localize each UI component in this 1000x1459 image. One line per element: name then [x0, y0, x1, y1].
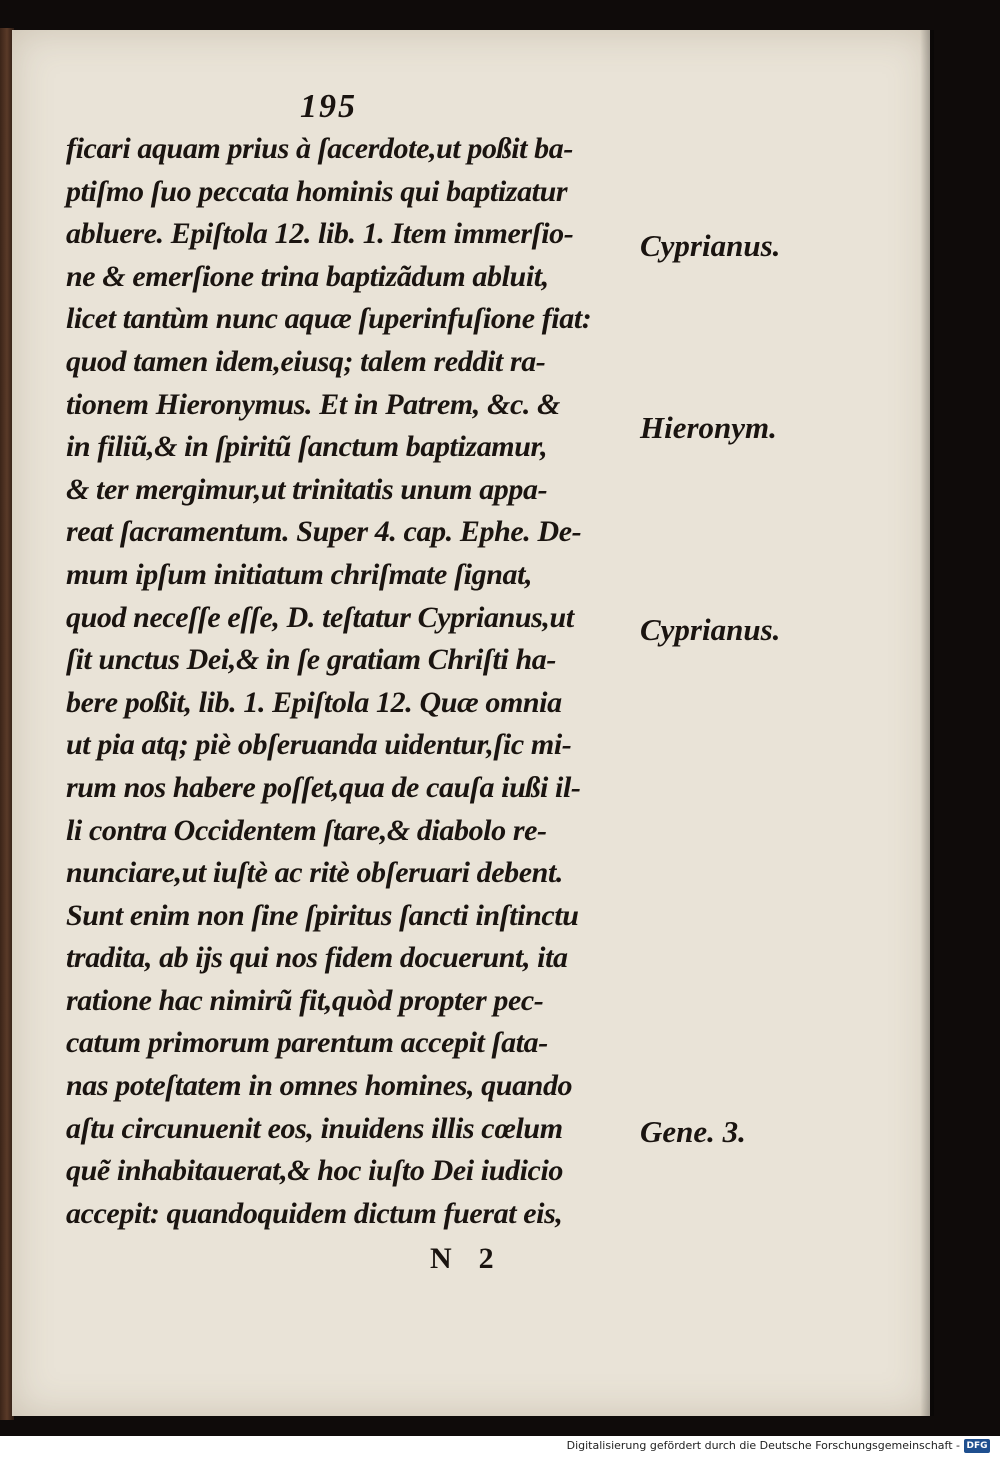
text-line: bere poßit, lib. 1. Epiſtola 12. Quæ omnia [66, 685, 562, 719]
text-line: quod tamen idem,eiusq; talem reddit ra- [66, 344, 546, 378]
body-text [66, 128, 626, 1235]
text-line: & ter mergimur,ut trinitatis unum appa- [66, 472, 548, 506]
signature-mark: N 2 [430, 1242, 498, 1275]
text-line: nunciare,ut iuſtè ac ritè obſeruari debent. [66, 856, 563, 890]
footer-credit: Digitalisierung gefördert durch die Deutsche Forschungsgemeinschaft - [566, 1439, 960, 1452]
footer-bar [0, 1436, 1000, 1459]
text-line: licet tantùm nunc aquæ ſuperinfuſione fiat: [66, 302, 592, 336]
text-line: mum ipſum initiatum chriſmate ſignat, [66, 557, 533, 591]
text-line: ut pia atq; piè obſeruanda uidentur,ſic mi- [66, 728, 572, 762]
text-line: catum primorum parentum accepit ſata- [66, 1026, 548, 1060]
page-edge-shadow [920, 30, 934, 1416]
text-line: nas poteſtatem in omnes homines, quando [66, 1069, 573, 1103]
text-line: rum nos habere poſſet,qua de cauſa iußi il- [66, 770, 581, 804]
text-line: ficari aquam prius à ſacerdote,ut poßit ba- [66, 132, 573, 165]
text-line: Sunt enim non ſine ſpiritus ſancti inſtinctu [66, 898, 579, 932]
text-line: ptiſmo ſuo peccata hominis qui baptizatur [66, 174, 568, 208]
text-line: reat ſacramentum. Super 4. cap. Ephe. De- [66, 515, 582, 549]
text-line: tionem Hieronymus. Et in Patrem, &c. & [66, 387, 560, 421]
text-line: ratione hac nimirũ fit,quòd propter pec- [66, 983, 544, 1017]
margin-note-genesis: Gene. 3. [640, 1114, 746, 1149]
margin-note-hieronymus: Hieronym. [640, 410, 777, 445]
text-line: li contra Occidentem ſtare,& diabolo re- [66, 813, 547, 847]
margin-note-cyprianus: Cyprianus. [640, 228, 781, 263]
dfg-logo: DFG [964, 1439, 990, 1453]
text-line: in filiũ,& in ſpiritũ ſanctum baptizamur, [66, 430, 548, 464]
text-line: accepit: quandoquidem dictum fuerat eis, [66, 1196, 563, 1230]
text-line: ſit unctus Dei,& in ſe gratiam Chriſti ha- [66, 643, 556, 677]
text-line: tradita, ab ijs qui nos fidem docuerunt, ita [66, 941, 568, 975]
text-line: abluere. Epiſtola 12. lib. 1. Item immerſio- [66, 217, 574, 251]
text-line: ne & emerſione trina baptizãdum abluit, [66, 259, 549, 293]
page-number: 195 [300, 88, 357, 125]
text-line: quod neceſſe eſſe, D. teſtatur Cyprianus,ut [66, 600, 574, 634]
margin-note-cyprianus-2: Cyprianus. [640, 612, 781, 647]
text-line: aſtu circunuenit eos, inuidens illis cœlum [66, 1111, 563, 1145]
text-line: quẽ inhabitauerat,& hoc iuſto Dei iudicio [66, 1154, 563, 1188]
